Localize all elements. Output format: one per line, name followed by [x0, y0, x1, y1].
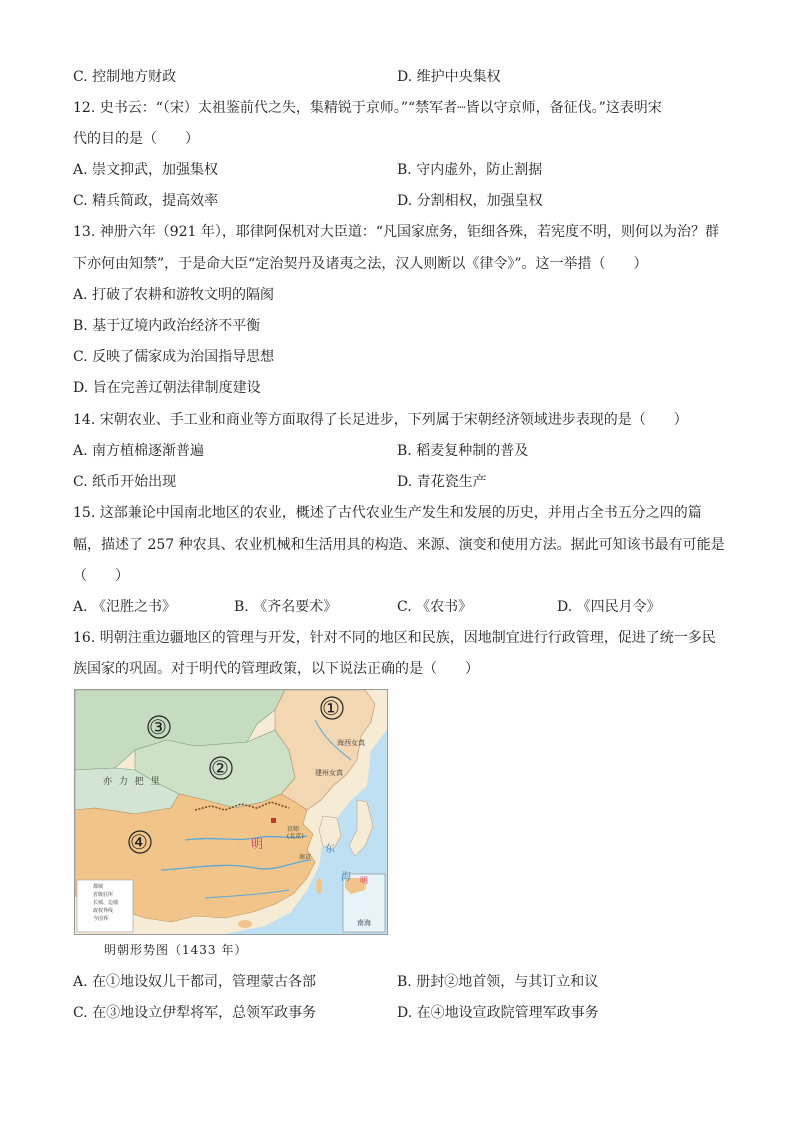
q12-stem-line1: 12. 史书云：“（宋）太祖鉴前代之失，集精锐于京师。”“禁军者┈皆以守京师，备征伐。”这表明宋	[73, 100, 662, 116]
q15-stem-line3: （ ）	[73, 568, 129, 584]
q16-stem-line1: 16. 明朝注重边疆地区的管理与开发，针对不同的地区和民族，因地制宜进行行政管理，促进了统一多民	[73, 630, 716, 646]
ming-label: 明	[251, 837, 264, 851]
q16-option-c: C. 在③地设立伊犁将军，总领军政事务	[73, 1005, 317, 1021]
jianzhou-label: 建州女真	[315, 769, 343, 777]
q12-stem-line2: 代的目的是（ ）	[73, 131, 199, 147]
legend-list	[93, 883, 118, 923]
q16-option-d: D. 在④地设宣政院管理军政事务	[397, 1005, 599, 1021]
q13-option-c: C. 反映了儒家成为治国指导思想	[73, 349, 275, 365]
sea-label: 海	[341, 872, 351, 883]
marker-2-label: ②	[211, 756, 229, 780]
q14-stem: 14. 宋朝农业、手工业和商业等方面取得了长足进步，下列属于宋朝经济领域进步表现的是（ ）	[73, 412, 688, 428]
q15-stem-line2: 幅，描述了 257 种农具、农业机械和生活用具的构造、来源、演变和使用方法。据此可知该书最有可能是	[73, 537, 725, 553]
q15-option-a: A. 《氾胜之书》	[73, 599, 177, 615]
q14-option-b: B. 稻麦复种制的普及	[397, 443, 529, 459]
q11-option-d: D. 维护中央集权	[397, 69, 501, 85]
q15-stem-line1: 15. 这部兼论中国南北地区的农业，概述了古代农业生产发生和发展的历史，并用占全书五分之四的篇	[73, 505, 702, 521]
q13-option-a: A. 打破了农耕和游牧文明的隔阂	[73, 287, 275, 303]
q16-option-b: B. 册封②地首领，与其订立和议	[397, 974, 599, 990]
q14-option-a: A. 南方植棉逐渐普遍	[73, 443, 205, 459]
hainan-island	[238, 920, 252, 928]
nanhai-label: 南海	[357, 919, 371, 927]
q13-option-b: B. 基于辽境内政治经济不平衡	[73, 318, 261, 334]
q11-option-c: C. 控制地方财政	[73, 69, 177, 85]
q15-option-c: C. 《农书》	[397, 599, 473, 615]
ming-map	[74, 689, 388, 935]
legend-item-province: 省级驻所	[93, 892, 114, 898]
yilibali-label: 亦 力 把 里	[103, 777, 162, 787]
legend-item-boundary: 政权界线	[93, 908, 114, 914]
q16-stem-line2: 族国家的巩固。对于明代的管理政策，以下说法正确的是（ ）	[73, 661, 479, 677]
legend-item-capital: 都城	[93, 884, 104, 890]
taiwan-island	[316, 878, 322, 894]
east-label: 东	[325, 844, 335, 855]
q13-option-d: D. 旨在完善辽朝法律制度建设	[73, 380, 261, 396]
inset-ming-label: 明	[360, 876, 368, 885]
q14-option-c: C. 纸币开始出现	[73, 474, 177, 490]
beijing-label: 京师 (北京)	[287, 826, 304, 840]
q12-option-b: B. 守内虚外，防止割据	[397, 162, 543, 178]
q16-option-a: A. 在①地设奴儿干都司，管理蒙古各部	[73, 974, 317, 990]
legend-item-border: 今国界	[93, 916, 109, 922]
q12-option-d: D. 分割相权，加强皇权	[397, 193, 543, 209]
nanjing-label: 南京	[299, 854, 312, 861]
map-caption: 明朝形势图（1433 年）	[104, 943, 248, 957]
legend-item-wall: 长城、边墙	[93, 900, 119, 906]
q12-option-c: C. 精兵简政，提高效率	[73, 193, 219, 209]
capital-marker	[271, 818, 276, 823]
q14-option-d: D. 青花瓷生产	[397, 474, 487, 490]
marker-1-label: ①	[322, 696, 340, 720]
marker-4-label: ④	[130, 830, 148, 854]
q13-stem-line2: 下亦何由知禁”，于是命大臣“定治契丹及诸夷之法，汉人则断以《律令》”。这一举措（ ）	[73, 256, 648, 272]
marker-3-label: ③	[149, 715, 167, 739]
q13-stem-line1: 13. 神册六年（921 年），耶律阿保机对大臣道：“凡国家庶务，钜细各殊，若宪度不明，则何以为治？群	[73, 224, 720, 240]
haixi-label: 海西女真	[337, 739, 365, 747]
q15-option-b: B. 《齐名要术》	[234, 599, 338, 615]
q12-option-a: A. 崇文抑武，加强集权	[73, 162, 219, 178]
q15-option-d: D. 《四民月令》	[557, 599, 661, 615]
